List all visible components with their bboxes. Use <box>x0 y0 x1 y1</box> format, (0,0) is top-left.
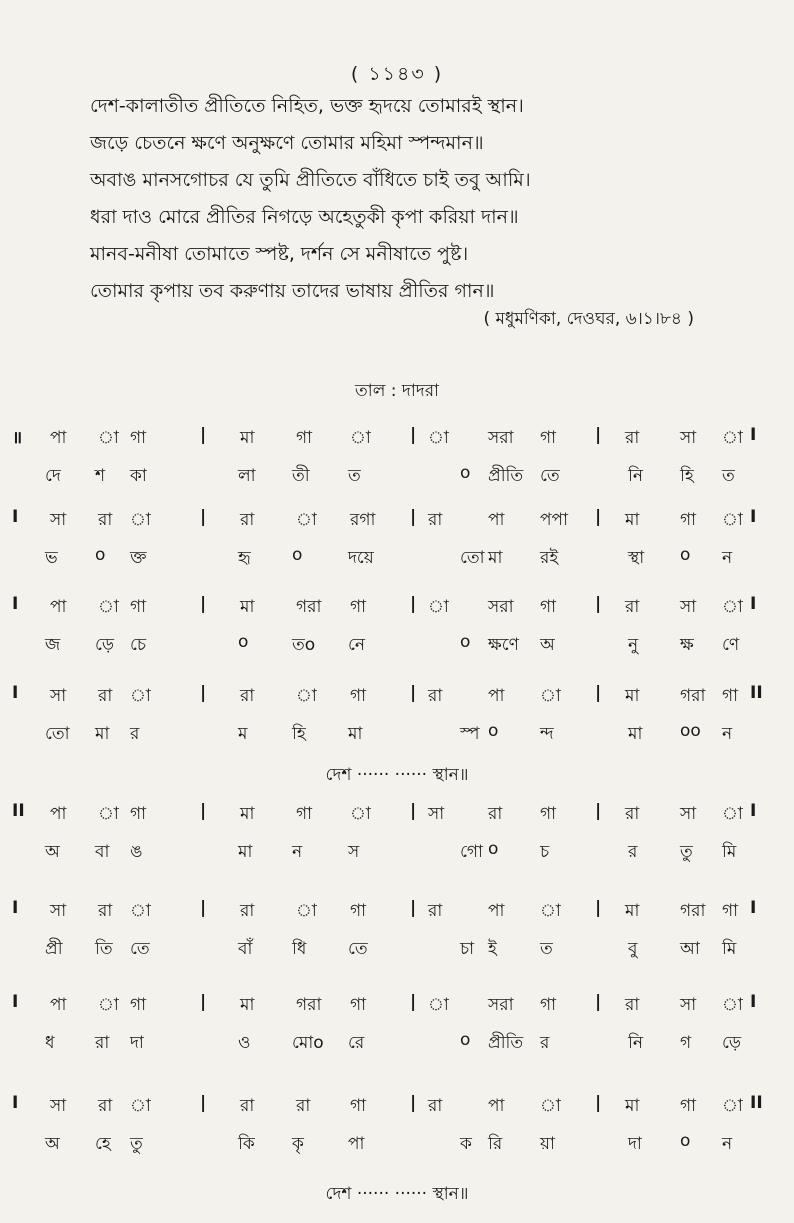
lyric-syllable: ই <box>488 939 497 959</box>
lyric-syllable: o <box>238 632 249 652</box>
lyric-syllable: ক <box>460 1134 472 1154</box>
lyric-syllable: ধি <box>292 939 307 959</box>
lyric-syllable: o <box>488 721 499 741</box>
verse-line: অবাঙ মানসগোচর যে তুমি প্রীতিতে বাঁধিতে চাই তবু আমি। <box>90 169 531 191</box>
swara-note: সা <box>50 510 67 530</box>
swara-note: রা <box>625 995 640 1015</box>
barline: | <box>410 1093 417 1113</box>
barline: | <box>200 425 207 445</box>
lyric-syllable: চা <box>460 939 475 959</box>
lyric-syllable: ন্দ <box>540 724 554 744</box>
barline: I <box>12 594 19 614</box>
swara-row <box>0 683 794 713</box>
lyric-syllable: হি <box>292 724 306 744</box>
swara-note: গা <box>350 1096 367 1116</box>
swara-note: সা <box>680 804 697 824</box>
swara-note: সা <box>50 1096 67 1116</box>
swara-note: া <box>540 901 561 921</box>
barline: | <box>595 683 602 703</box>
swara-note: গা <box>540 428 557 448</box>
barline: | <box>200 594 207 614</box>
swara-note: া <box>722 995 743 1015</box>
swara-note: গা <box>350 995 367 1015</box>
swara-note: গা <box>680 510 697 530</box>
refrain: দেশ ······ ······ স্থান॥ <box>325 765 469 785</box>
swara-note: া <box>98 597 119 617</box>
swara-note: রা <box>98 901 113 921</box>
swara-note: া <box>428 428 449 448</box>
barline: | <box>410 801 417 821</box>
lyric-syllable: চে <box>130 635 147 655</box>
lyric-syllable: কা <box>130 466 147 486</box>
lyric-syllable: তু <box>130 1134 143 1154</box>
lyric-row <box>0 936 794 966</box>
lyric-row <box>0 839 794 869</box>
swara-note: া <box>98 804 119 824</box>
lyric-syllable: o <box>292 545 303 565</box>
lyric-syllable: প্রী <box>45 939 63 959</box>
lyric-row <box>0 1131 794 1161</box>
verse-block <box>90 88 770 310</box>
lyric-syllable: চ <box>540 842 550 862</box>
swara-note: গা <box>130 804 147 824</box>
lyric-syllable: বাঁ <box>238 939 253 959</box>
page-number: ( ১১৪৩ ) <box>350 63 444 85</box>
lyric-syllable: নে <box>348 635 366 655</box>
barline: | <box>200 992 207 1012</box>
lyric-syllable: ম <box>238 724 248 744</box>
lyric-syllable: oo <box>680 721 701 741</box>
lyric-syllable: রা <box>95 1033 110 1053</box>
lyric-syllable: তে <box>348 939 368 959</box>
lyric-syllable: বা <box>95 842 110 862</box>
lyric-syllable: ড়ে <box>722 1033 742 1053</box>
swara-note: রা <box>240 510 255 530</box>
lyric-syllable: o <box>680 1131 691 1151</box>
swara-note: গা <box>350 901 367 921</box>
swara-note: া <box>428 597 449 617</box>
swara-note: গা <box>540 995 557 1015</box>
lyric-syllable: মা <box>488 548 503 568</box>
swara-note: রা <box>625 428 640 448</box>
swara-note: পা <box>50 428 67 448</box>
lyric-row <box>0 1030 794 1060</box>
barline: I <box>12 898 19 918</box>
lyric-syllable: পা <box>348 1134 365 1154</box>
lyric-syllable: আ <box>680 939 700 959</box>
lyric-syllable: নি <box>628 1033 644 1053</box>
verse-line: মানব-মনীষা তোমাতে স্পষ্ট, দর্শন সে মনীষাতে পুষ্ট। <box>90 243 469 265</box>
swara-note: পা <box>488 901 505 921</box>
lyric-syllable: o <box>680 545 691 565</box>
lyric-syllable: তে <box>130 939 150 959</box>
swara-note: া <box>130 1096 151 1116</box>
swara-note: পপা <box>540 510 569 530</box>
lyric-syllable: মা <box>348 724 363 744</box>
source-citation: ( মধুমণিকা, দেওঘর, ৬।১।৮৪ ) <box>483 309 694 329</box>
swara-note: গা <box>130 597 147 617</box>
swara-note: মা <box>240 995 255 1015</box>
swara-note: গা <box>722 901 739 921</box>
swara-note: পা <box>50 804 67 824</box>
lyric-syllable: ক্ষ <box>680 635 694 655</box>
lyric-syllable: অ <box>45 1134 60 1154</box>
barline: | <box>200 801 207 821</box>
lyric-row <box>0 463 794 493</box>
swara-note: া <box>296 510 317 530</box>
swara-note: া <box>722 597 743 617</box>
swara-note: রা <box>98 510 113 530</box>
lyric-syllable: কৃ <box>292 1134 304 1154</box>
swara-row <box>0 898 794 928</box>
swara-note: সা <box>50 686 67 706</box>
swara-note: া <box>130 510 151 530</box>
swara-row <box>0 507 794 537</box>
swara-note: গা <box>296 428 313 448</box>
lyric-syllable: প্রীতি <box>488 466 524 486</box>
barline: I <box>12 992 19 1012</box>
swara-note: গা <box>540 804 557 824</box>
lyric-syllable: লা <box>238 466 256 486</box>
lyric-syllable: রই <box>540 548 559 568</box>
swara-note: া <box>350 428 371 448</box>
barline: | <box>410 594 417 614</box>
barline: I <box>750 992 757 1012</box>
barline: ॥ <box>12 428 23 448</box>
lyric-syllable: দে <box>45 466 61 486</box>
swara-note: মা <box>625 1096 640 1116</box>
swara-note: সা <box>50 901 67 921</box>
lyric-syllable: স্থা <box>628 548 645 568</box>
lyric-syllable: হি <box>680 466 694 486</box>
swara-note: া <box>130 686 151 706</box>
swara-note: া <box>722 428 743 448</box>
swara-note: রা <box>625 804 640 824</box>
verse-line: তোমার কৃপায় তব করুণায় তাদের ভাষায় প্রীতির গান॥ <box>90 280 495 302</box>
lyric-syllable: স <box>348 842 360 862</box>
swara-note: গা <box>350 686 367 706</box>
lyric-syllable: র <box>540 1033 550 1053</box>
barline: | <box>595 801 602 821</box>
barline: I <box>750 507 757 527</box>
swara-note: গা <box>130 995 147 1015</box>
barline: I <box>12 507 19 527</box>
lyric-syllable: হৃ <box>238 548 251 568</box>
barline: | <box>410 425 417 445</box>
swara-note: রা <box>240 901 255 921</box>
swara-note: গরা <box>680 901 706 921</box>
lyric-syllable: ত <box>722 466 735 486</box>
refrain: দেশ ······ ······ স্থান॥ <box>325 1184 469 1204</box>
swara-note: রা <box>296 1096 311 1116</box>
lyric-syllable: তু <box>680 842 693 862</box>
lyric-syllable: o <box>460 1030 471 1050</box>
swara-note: পা <box>50 597 67 617</box>
barline: I <box>750 801 757 821</box>
lyric-syllable: অ <box>45 842 60 862</box>
lyric-syllable: প্রীতি <box>488 1033 524 1053</box>
lyric-syllable: র <box>130 724 140 744</box>
swara-note: রা <box>625 597 640 617</box>
swara-note: া <box>296 686 317 706</box>
swara-note: সরা <box>488 995 514 1015</box>
lyric-syllable: স্প <box>460 724 480 744</box>
lyric-syllable: তো <box>460 548 485 568</box>
barline: | <box>595 992 602 1012</box>
barline: I <box>12 683 19 703</box>
lyric-syllable: মা <box>95 724 110 744</box>
tala-heading: তাল : দাদরা <box>355 381 439 401</box>
verse-line: ধরা দাও মোরে প্রীতির নিগড়ে অহেতুকী কৃপা করিয়া দান॥ <box>90 206 519 228</box>
barline: | <box>200 1093 207 1113</box>
lyric-syllable: ণে <box>722 635 740 655</box>
verse-line: দেশ-কালাতীত প্রীতিতে নিহিত, ভক্ত হৃদয়ে তোমারই স্থান। <box>90 95 524 117</box>
lyric-syllable: o <box>460 632 471 652</box>
swara-note: সরা <box>488 597 514 617</box>
swara-note: রা <box>428 1096 443 1116</box>
barline: II <box>12 801 25 821</box>
swara-note: রা <box>98 1096 113 1116</box>
lyric-syllable: রি <box>488 1134 503 1154</box>
barline: | <box>595 594 602 614</box>
barline: I <box>750 594 757 614</box>
swara-row <box>0 992 794 1022</box>
lyric-syllable: জ <box>45 635 61 655</box>
lyric-row <box>0 632 794 662</box>
barline: | <box>595 898 602 918</box>
swara-note: রা <box>98 686 113 706</box>
lyric-syllable: র <box>628 842 638 862</box>
lyric-syllable: তী <box>292 466 310 486</box>
swara-note: মা <box>625 686 640 706</box>
lyric-syllable: মি <box>722 939 737 959</box>
lyric-syllable: ক্ষণে <box>488 635 519 655</box>
swara-note: মা <box>240 597 255 617</box>
lyric-syllable: ন <box>722 724 733 744</box>
lyric-syllable: বু <box>628 939 638 959</box>
swara-note: গরা <box>296 995 322 1015</box>
lyric-syllable: ভ <box>45 548 58 568</box>
swara-note: গা <box>296 804 313 824</box>
swara-note: গা <box>722 686 739 706</box>
lyric-syllable: হে <box>95 1134 111 1154</box>
barline: | <box>410 992 417 1012</box>
barline: | <box>595 507 602 527</box>
barline: II <box>750 1093 763 1113</box>
lyric-syllable: o <box>488 839 499 859</box>
swara-note: মা <box>625 510 640 530</box>
lyric-syllable: অ <box>540 635 555 655</box>
swara-note: পা <box>50 995 67 1015</box>
swara-note: মা <box>240 804 255 824</box>
swara-note: া <box>98 428 119 448</box>
swara-note: রা <box>428 510 443 530</box>
lyric-syllable: ত <box>348 466 361 486</box>
swara-note: রা <box>240 686 255 706</box>
swara-note: মা <box>625 901 640 921</box>
swara-note: সা <box>680 428 697 448</box>
lyric-syllable: ঙ <box>130 842 143 862</box>
lyric-syllable: তি <box>95 939 113 959</box>
swara-note: া <box>428 995 449 1015</box>
swara-note: পা <box>488 1096 505 1116</box>
lyric-syllable: রে <box>348 1033 365 1053</box>
lyric-syllable: গ <box>680 1033 692 1053</box>
swara-note: রা <box>428 686 443 706</box>
barline: | <box>595 1093 602 1113</box>
barline: | <box>595 425 602 445</box>
swara-note: া <box>722 510 743 530</box>
swara-note: রা <box>428 901 443 921</box>
swara-note: পা <box>488 510 505 530</box>
swara-note: সা <box>428 804 445 824</box>
barline: | <box>200 898 207 918</box>
swara-note: গা <box>680 1096 697 1116</box>
swara-note: া <box>98 995 119 1015</box>
lyric-syllable: মি <box>722 842 737 862</box>
swara-note: মা <box>240 428 255 448</box>
barline: | <box>410 683 417 703</box>
swara-note: া <box>296 901 317 921</box>
lyric-syllable: ড়ে <box>95 635 115 655</box>
lyric-syllable: ন <box>722 1134 733 1154</box>
lyric-syllable: দয়ে <box>348 548 374 568</box>
barline: | <box>200 683 207 703</box>
lyric-syllable: দা <box>628 1134 642 1154</box>
barline: | <box>410 507 417 527</box>
lyric-syllable: দা <box>130 1033 144 1053</box>
swara-note: সা <box>680 995 697 1015</box>
lyric-syllable: ও <box>238 1033 251 1053</box>
lyric-syllable: গো <box>460 842 483 862</box>
swara-note: রা <box>488 804 503 824</box>
lyric-syllable: কি <box>238 1134 255 1154</box>
verse-line: জড়ে চেতনে ক্ষণে অনুক্ষণে তোমার মহিমা স্পন্দমান॥ <box>90 132 484 154</box>
lyric-syllable: য়া <box>540 1134 555 1154</box>
lyric-syllable: ক্ত <box>130 548 147 568</box>
swara-note: সা <box>680 597 697 617</box>
swara-note: রা <box>240 1096 255 1116</box>
swara-note: া <box>130 901 151 921</box>
swara-note: া <box>722 1096 743 1116</box>
lyric-syllable: শ <box>95 466 106 486</box>
lyric-syllable: নি <box>628 466 644 486</box>
swara-note: া <box>350 804 371 824</box>
swara-note: গরা <box>296 597 322 617</box>
swara-note: গা <box>130 428 147 448</box>
swara-row <box>0 1093 794 1123</box>
lyric-syllable: o <box>460 463 471 483</box>
barline: I <box>750 898 757 918</box>
swara-note: গরা <box>680 686 706 706</box>
lyric-syllable: মা <box>628 724 643 744</box>
lyric-syllable: ত <box>540 939 553 959</box>
swara-row <box>0 425 794 455</box>
barline: | <box>410 898 417 918</box>
lyric-syllable: মোo <box>292 1033 324 1053</box>
lyric-syllable: তo <box>292 635 316 655</box>
swara-row <box>0 594 794 624</box>
swara-note: সরা <box>488 428 514 448</box>
lyric-syllable: নু <box>628 635 639 655</box>
lyric-syllable: তে <box>540 466 560 486</box>
swara-note: া <box>722 804 743 824</box>
barline: I <box>750 425 757 445</box>
barline: | <box>200 507 207 527</box>
barline: I <box>12 1093 19 1113</box>
swara-note: া <box>540 686 561 706</box>
lyric-syllable: ধ <box>45 1033 55 1053</box>
lyric-row <box>0 721 794 751</box>
lyric-syllable: ন <box>292 842 303 862</box>
swara-row <box>0 801 794 831</box>
lyric-syllable: মা <box>238 842 253 862</box>
swara-note: পা <box>488 686 505 706</box>
barline: II <box>750 683 763 703</box>
lyric-syllable: ন <box>722 548 733 568</box>
swara-note: গা <box>540 597 557 617</box>
lyric-syllable: তো <box>45 724 70 744</box>
lyric-row <box>0 545 794 575</box>
lyric-syllable: o <box>95 545 106 565</box>
swara-note: রগা <box>350 510 376 530</box>
swara-note: া <box>540 1096 561 1116</box>
swara-note: গা <box>350 597 367 617</box>
